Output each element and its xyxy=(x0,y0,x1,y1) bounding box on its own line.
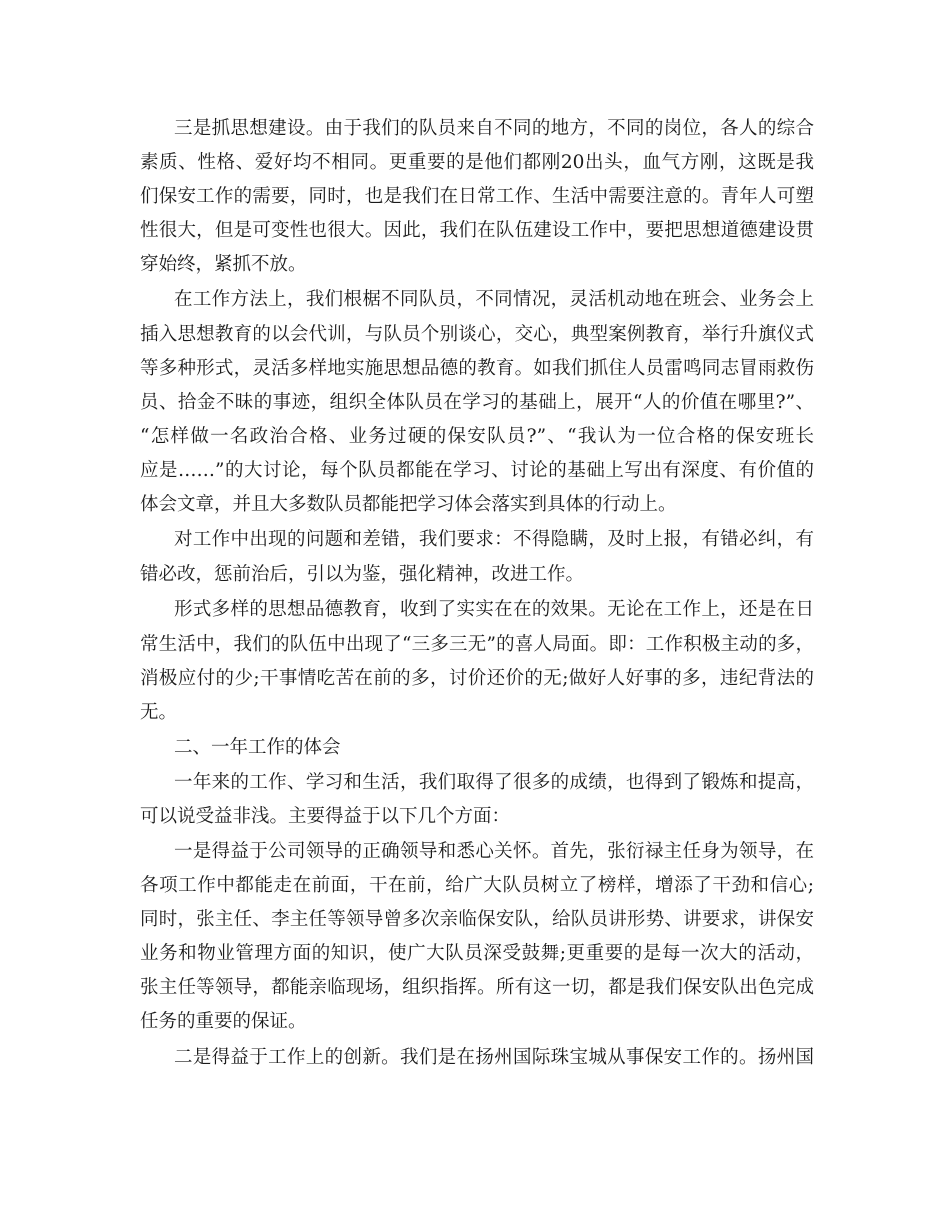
section-heading: 二、一年工作的体会 xyxy=(174,737,341,758)
text-line: 无。 xyxy=(140,702,178,723)
text-line: 常生活中，我们的队伍中出现了“三多三无”的喜人局面。即：工作积极主动的多， xyxy=(140,634,814,655)
text-line: 穿始终，紧抓不放。 xyxy=(140,254,307,275)
text-line: 可以说受益非浅。主要得益于以下几个方面： xyxy=(140,806,511,827)
text-line: 各项工作中都能走在前面，干在前，给广大队员树立了榜样，增添了干劲和信心; xyxy=(140,875,814,896)
text-line: 同时，张主任、李主任等领导曾多次亲临保安队，给队员讲形势、讲要求，讲保安 xyxy=(140,909,814,930)
text-line: 员、拾金不昧的事迹，组织全体队员在学习的基础上，展开“人的价值在哪里?”、 xyxy=(140,392,814,413)
text-line: 应是……”的大讨论，每个队员都能在学习、讨论的基础上写出有深度、有价值的 xyxy=(140,460,814,481)
text-line: 在工作方法上，我们根椐不同队员，不同情况，灵活机动地在班会、业务会上 xyxy=(174,289,814,310)
text-line: 对工作中出现的问题和差错，我们要求：不得隐瞒，及时上报，有错必纠，有 xyxy=(174,529,814,550)
text-line: 业务和物业管理方面的知识，使广大队员深受鼓舞;更重要的是每一次大的活动， xyxy=(140,943,814,964)
text-line: 消极应付的少;干事情吃苦在前的多，讨价还价的无;做好人好事的多，违纪背法的 xyxy=(140,668,814,689)
text-line: 等多种形式，灵活多样地实施思想品德的教育。如我们抓住人员雷鸣同志冒雨救伤 xyxy=(140,358,814,379)
text-line: 形式多样的思想品德教育，收到了实实在在的效果。无论在工作上，还是在日 xyxy=(174,599,814,620)
text-line: 们保安工作的需要，同时，也是我们在日常工作、生活中需要注意的。青年人可塑 xyxy=(140,186,814,207)
text-line: 性很大，但是可变性也很大。因此，我们在队伍建设工作中，要把思想道德建设贯 xyxy=(140,220,814,241)
text-line: 素质、性格、爱好均不相同。更重要的是他们都刚20出头，血气方刚，这既是我 xyxy=(140,152,814,173)
text-line: 错必改，惩前治后，引以为鉴，强化精神，改进工作。 xyxy=(140,564,585,585)
text-line: “怎样做一名政治合格、业务过硬的保安队员?”、“我认为一位合格的保安班长 xyxy=(140,426,814,447)
text-line: 二是得益于工作上的创新。我们是在扬州国际珠宝城从事保安工作的。扬州国 xyxy=(174,1047,814,1068)
text-line: 任务的重要的保证。 xyxy=(140,1011,307,1032)
text-line: 三是抓思想建设。由于我们的队员来自不同的地方，不同的岗位，各人的综合 xyxy=(174,118,814,139)
text-line: 张主任等领导，都能亲临现场，组织指挥。所有这一切，都是我们保安队出色完成 xyxy=(140,977,814,998)
text-line: 一年来的工作、学习和生活，我们取得了很多的成绩，也得到了锻炼和提高， xyxy=(174,772,814,793)
text-line: 插入思想教育的以会代训，与队员个别谈心，交心，典型案例教育，举行升旗仪式 xyxy=(140,324,814,345)
text-line: 体会文章，并且大多数队员都能把学习体会落实到具体的行动上。 xyxy=(140,494,677,515)
text-line: 一是得益于公司领导的正确领导和悉心关怀。首先，张衍禄主任身为领导，在 xyxy=(174,841,814,862)
